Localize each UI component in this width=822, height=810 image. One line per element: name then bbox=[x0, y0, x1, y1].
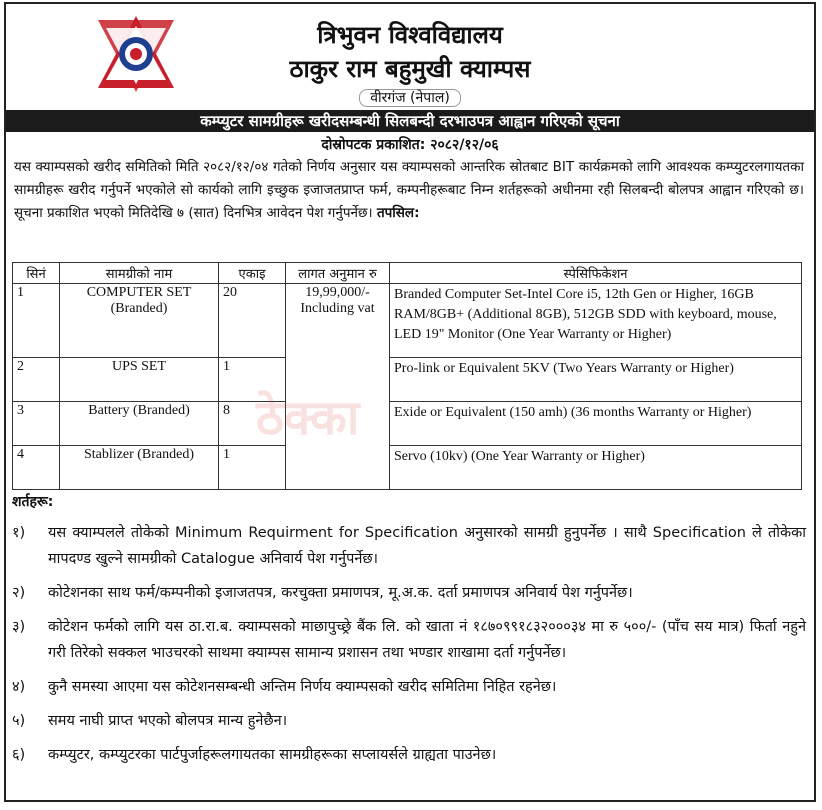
terms-list bbox=[12, 520, 806, 776]
term-number: ५) bbox=[12, 713, 26, 729]
term-text: यस क्याम्पलले तोकेको Minimum Requirment for Specification अनुसारको सामग्री हुनुपर्नेछ । साथै Specification ले तोकेका मापदण्ड खुल्ने सामग्रीको Catalogue अनिवार्य पेश गर्नुपर्नेछ। bbox=[48, 525, 806, 567]
list-item bbox=[12, 742, 806, 768]
table-header-row bbox=[13, 263, 802, 284]
table-row bbox=[13, 402, 802, 446]
col-spec: स्पेसिफिकेशन bbox=[390, 263, 802, 284]
cell-unit: 1 bbox=[219, 446, 286, 490]
university-name: त्रिभुवन विश्वविद्यालय bbox=[317, 21, 503, 49]
cell-name: Battery (Branded) bbox=[60, 402, 219, 446]
notice-page bbox=[4, 2, 816, 802]
col-unit: एकाइ bbox=[219, 263, 286, 284]
items-table bbox=[12, 262, 802, 490]
term-text: कुनै समस्या आएमा यस कोटेशनसम्बन्धी अन्तिम निर्णय क्याम्पसको खरीद समितिमा निहित रहनेछ। bbox=[48, 679, 557, 695]
term-text: कोटेशनका साथ फर्म/कम्पनीको इजाजतपत्र, करचुक्ता प्रमाणपत्र, मू.अ.क. दर्ता प्रमाणपत्र अनिवार्य पेश गर्नुपर्नेछ। bbox=[48, 585, 633, 601]
term-number: ६) bbox=[12, 747, 26, 763]
table-row bbox=[13, 284, 802, 358]
intro-paragraph bbox=[14, 156, 804, 225]
term-number: २) bbox=[12, 585, 26, 601]
notice-header bbox=[6, 4, 814, 108]
col-name: सामग्रीको नाम bbox=[60, 263, 219, 284]
cell-sn: 2 bbox=[13, 358, 60, 402]
cell-unit: 1 bbox=[219, 358, 286, 402]
table-row bbox=[13, 446, 802, 490]
campus-name: ठाकुर राम बहुमुखी क्याम्पस bbox=[289, 55, 531, 83]
list-item bbox=[12, 614, 806, 666]
list-item bbox=[12, 674, 806, 700]
notice-title: कम्प्युटर सामग्रीहरू खरीदसम्बन्धी सिलबन्दी दरभाउपत्र आह्वान गरिएको सूचना bbox=[6, 110, 814, 132]
watermark-logo: ठेक्का bbox=[256, 390, 360, 446]
cell-sn: 4 bbox=[13, 446, 60, 490]
cell-unit: 8 bbox=[219, 402, 286, 446]
cell-sn: 3 bbox=[13, 402, 60, 446]
cell-name: Stablizer (Branded) bbox=[60, 446, 219, 490]
cell-cost: 19,99,000/- Including vat bbox=[286, 284, 390, 490]
term-text: कोटेशन फर्मको लागि यस ठा.रा.ब. क्याम्पसको माछापुच्छ्रे बैंक लि. को खाता नं १८७०९९१८३२०००३४ मा रु ५००/- (पाँच सय मात्र) फिर्ता नहुने गरी तिरेको सक्कल भाउचरको साथमा क्याम्पस सामान्य प्रशासन तथा भण्डार शाखामा दर्ता गर्नुपर्नेछ। bbox=[48, 619, 806, 661]
campus-address: वीरगंज (नेपाल) bbox=[6, 88, 814, 107]
cell-name: UPS SET bbox=[60, 358, 219, 402]
terms-heading: शर्तहरू: bbox=[12, 494, 54, 510]
term-text: कम्प्युटर, कम्प्युटरका पार्टपुर्जाहरूलगायतका सामग्रीहरूका सप्लायर्सले ग्राह्यता पाउनेछ। bbox=[48, 747, 497, 763]
cell-unit: 20 bbox=[219, 284, 286, 358]
list-item bbox=[12, 580, 806, 606]
term-number: ३) bbox=[12, 619, 26, 635]
term-text: समय नाघी प्राप्त भएको बोलपत्र मान्य हुनेछैन। bbox=[48, 713, 288, 729]
col-cost: लागत अनुमान रु bbox=[286, 263, 390, 284]
list-item bbox=[12, 520, 806, 572]
intro-text: यस क्याम्पसको खरीद समितिको मिति २०८२/१२/०४ गतेको निर्णय अनुसार यस क्याम्पसको आन्तरिक स्रोतबाट BIT कार्यक्रमको लागि आवश्यक कम्प्युटरलगायतका सामग्रीहरू खरीद गर्नुपर्ने भएकोले सो कार्यको लागि इच्छुक इजाजतप्राप्त फर्म, कम्पनीहरूबाट निम्न शर्तहरूको अधीनमा रही सिलबन्दी बोलपत्र आह्वान गरिएको छ। सूचना प्रकाशित भएको मितिदेखि ७ (सात) दिनभित्र आवेदन पेश गर्नुपर्नेछ। bbox=[14, 159, 804, 221]
term-number: ४) bbox=[12, 679, 26, 695]
list-item bbox=[12, 708, 806, 734]
details-label: तपसिल: bbox=[376, 205, 420, 221]
col-sn: सिनं bbox=[13, 263, 60, 284]
cell-spec: Servo (10kv) (One Year Warranty or Higher) bbox=[390, 446, 802, 490]
publish-date: दोस्रोपटक प्रकाशित: २०८२/१२/०६ bbox=[321, 137, 499, 153]
cell-spec: Exide or Equivalent (150 amh) (36 months Warranty or Higher) bbox=[390, 402, 802, 446]
table-row bbox=[13, 358, 802, 402]
term-number: १) bbox=[12, 525, 26, 541]
cell-spec: Pro-link or Equivalent 5KV (Two Years Warranty or Higher) bbox=[390, 358, 802, 402]
cell-spec: Branded Computer Set-Intel Core i5, 12th Gen or Higher, 16GB RAM/8GB+ (Additional 8GB), 512GB SDD with keyboard, mouse, LED 19" Monitor (One Year Warranty or Higher) bbox=[390, 284, 802, 358]
cell-name: COMPUTER SET (Branded) bbox=[60, 284, 219, 358]
cell-sn: 1 bbox=[13, 284, 60, 358]
